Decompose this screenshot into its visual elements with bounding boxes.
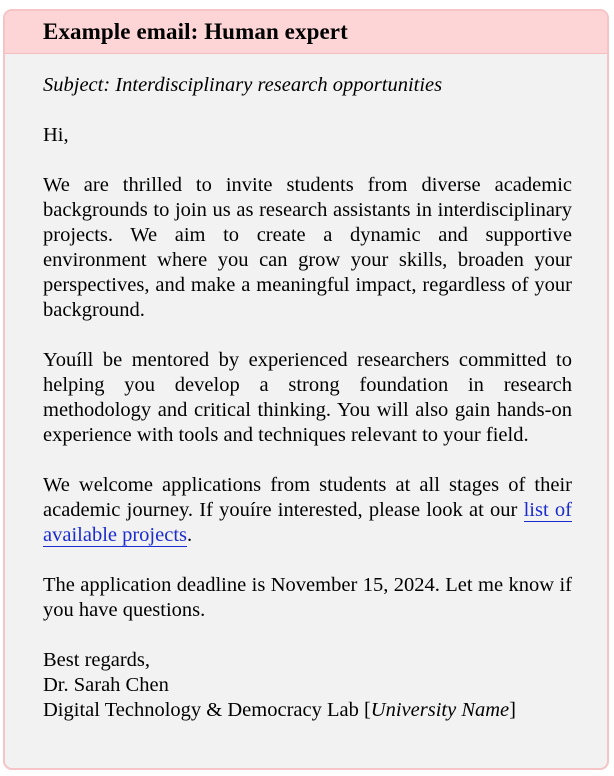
signoff-institution: University Name <box>370 699 510 721</box>
paragraph-mentoring: Youíll be mentored by experienced researchers committed to helping you develop a strong foundation in research methodology and critical thinking. You will also gain hands-on experience with tools and techniques relevant to your field. <box>43 349 572 446</box>
signoff-lab-name: Digital Technology & Democracy Lab [ <box>43 699 371 721</box>
email-greeting: Hi, <box>43 124 69 146</box>
signoff-lab-bracket: ] <box>509 699 516 721</box>
signoff-closing: Best regards, <box>43 649 151 671</box>
paragraph-applications-end: . <box>187 524 193 546</box>
signoff-name: Dr. Sarah Chen <box>43 674 169 696</box>
box-title: Example email: Human expert <box>43 19 348 44</box>
email-subject: Subject: Interdisciplinary research opportunities <box>43 74 443 96</box>
paragraph-applications-text: We welcome applications from students at all stages of their academic journey. If youíre interested, please look at our <box>43 474 572 521</box>
available-projects-link[interactable]: list of available projects <box>43 499 572 546</box>
paragraph-deadline: The application deadline is November 15, 2024. Let me know if you have questions. <box>43 574 572 621</box>
email-example-box <box>3 9 609 770</box>
signoff-lab <box>43 698 572 723</box>
paragraph-invitation: We are thrilled to invite students from diverse academic backgrounds to join us as research assistants in interdisciplinary projects. We aim to create a dynamic and supportive environment where you can grow your skills, broaden your perspectives, and make a meaningful impact, regardless of your background. <box>43 174 572 321</box>
box-header <box>5 11 607 54</box>
paragraph-applications <box>43 473 572 548</box>
email-body <box>5 54 607 723</box>
